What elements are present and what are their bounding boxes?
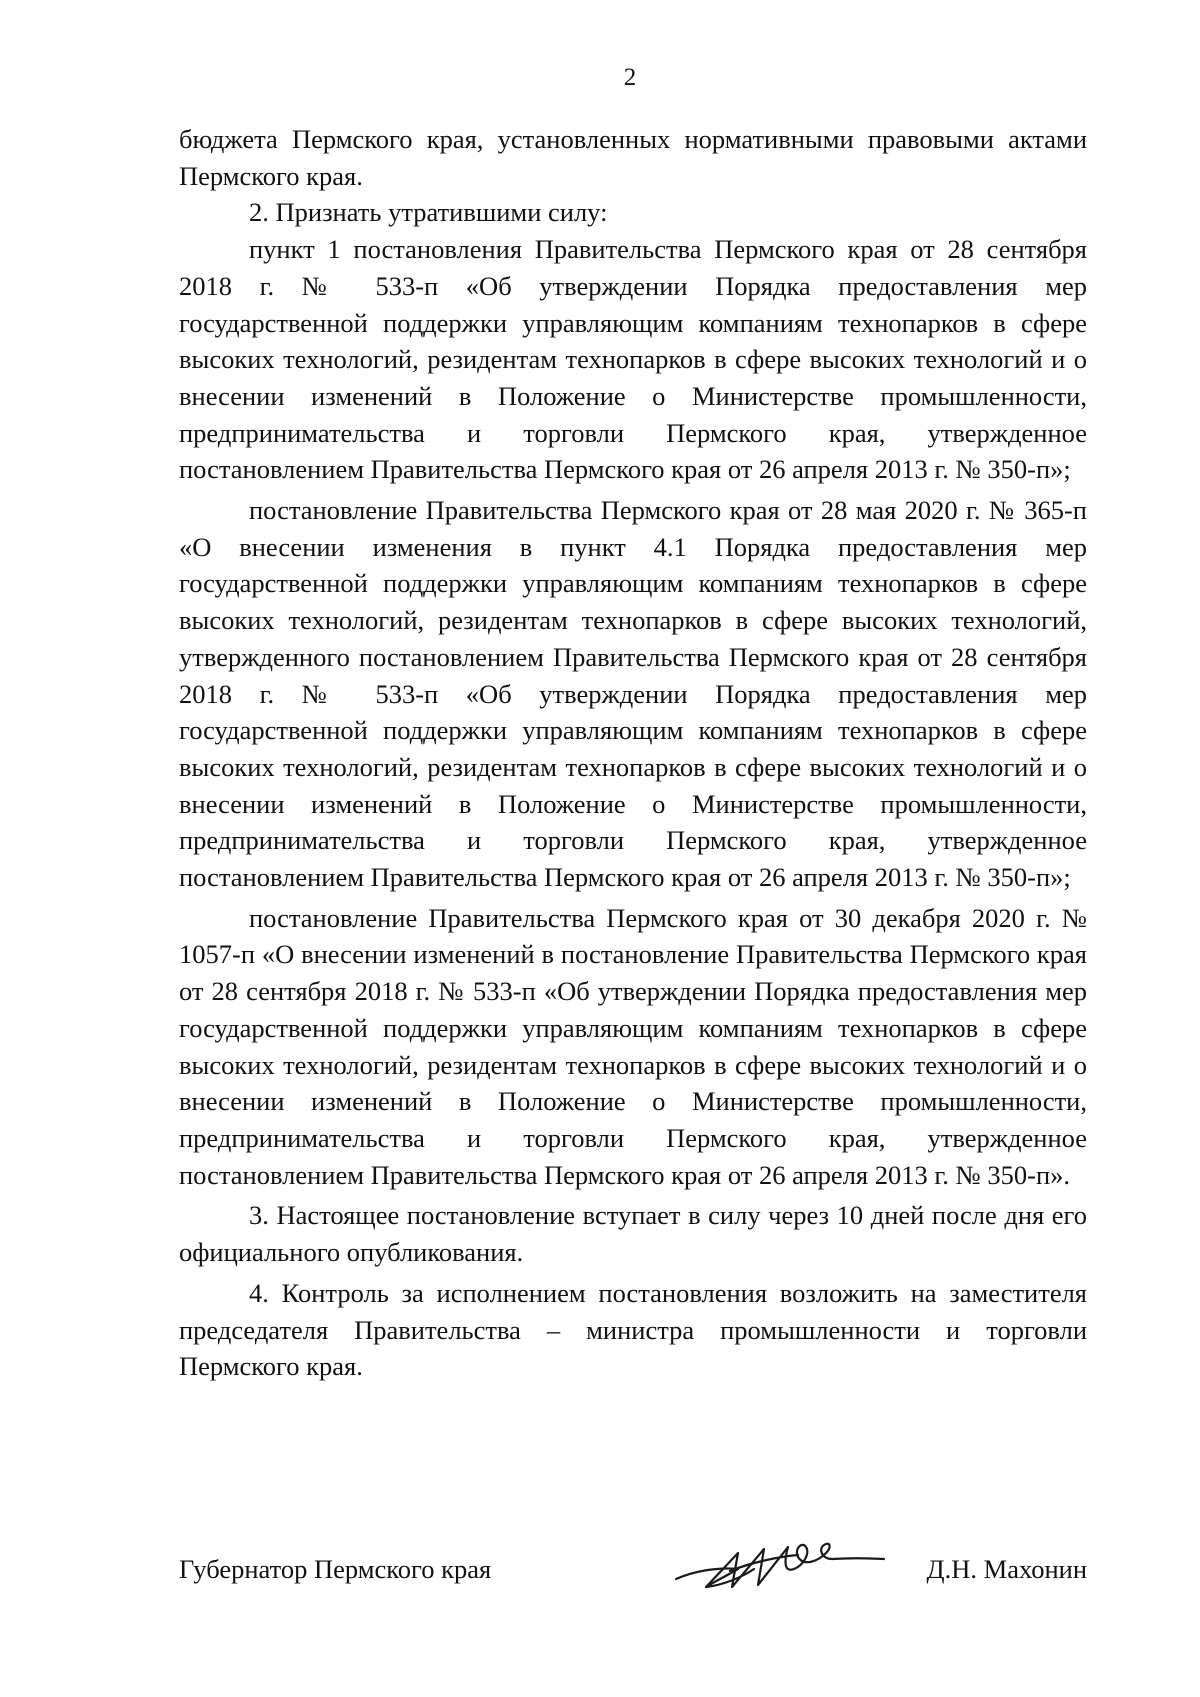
paragraph-item-4-control: 4. Контроль за исполнением постановления возложить на заместителя председателя Правительства – министра промышленности и торговли Пермского края.	[179, 1277, 1087, 1382]
paragraph-item-3-effective-date: 3. Настоящее постановление вступает в силу через 10 дней после дня его официального опубликования.	[179, 1200, 1087, 1268]
paragraph-budget-continuation: бюджета Пермского края, установленных нормативными правовыми актами Пермского края.	[179, 124, 1087, 191]
page-number: 2	[623, 64, 637, 91]
paragraph-repealed-resolution-533: пункт 1 постановления Правительства Пермского края от 28 сентября 2018 г. № 533-п «Об утверждении Порядка предоставления мер государственной поддержки управляющим компаниям технопарков в сфере высоких технологий, резидентам технопарков в сфере высоких технологий и о внесении изменений в Положение о Министерстве промышленности, предпринимательства и торговли Пермского края, утвержденное постановлением Правительства Пермского края от 26 апреля 2013 г. № 350-п»;	[179, 234, 1087, 485]
paragraph-item-2-heading: 2. Признать утратившими силу:	[249, 197, 608, 228]
paragraph-repealed-resolution-365: постановление Правительства Пермского края от 28 мая 2020 г. № 365-п «О внесении изменения в пункт 4.1 Порядка предоставления мер государственной поддержки управляющим компаниям технопарков в сфере высоких технологий, резидентам технопарков в сфере высоких технологий, утвержденного постановлением Правительства Пермского края от 28 сентября 2018 г. № 533-п «Об утверждении Порядка предоставления мер государственной поддержки управляющим компаниям технопарков в сфере высоких технологий, резидентам технопарков в сфере высоких технологий и о внесении изменений в Положение о Министерстве промышленности, предпринимательства и торговли Пермского края, утвержденное постановлением Правительства Пермского края от 26 апреля 2013 г. № 350-п»;	[179, 495, 1087, 893]
document-body	[179, 121, 1087, 1385]
signer-name: Д.Н. Махонин	[926, 1554, 1087, 1584]
signature-block	[179, 1551, 1087, 1611]
signer-title: Губернатор Пермского края	[179, 1554, 492, 1584]
handwritten-signature	[672, 1527, 886, 1599]
paragraph-repealed-resolution-1057: постановление Правительства Пермского края от 30 декабря 2020 г. № 1057-п «О внесении изменений в постановление Правительства Пермского края от 28 сентября 2018 г. № 533-п «Об утверждении Порядка предоставления мер государственной поддержки управляющим компаниям технопарков в сфере высоких технологий, резидентам технопарков в сфере высоких технологий и о внесении изменений в Положение о Министерстве промышленности, предпринимательства и торговли Пермского края, утвержденное постановлением Правительства Пермского края от 26 апреля 2013 г. № 350-п».	[179, 902, 1087, 1190]
